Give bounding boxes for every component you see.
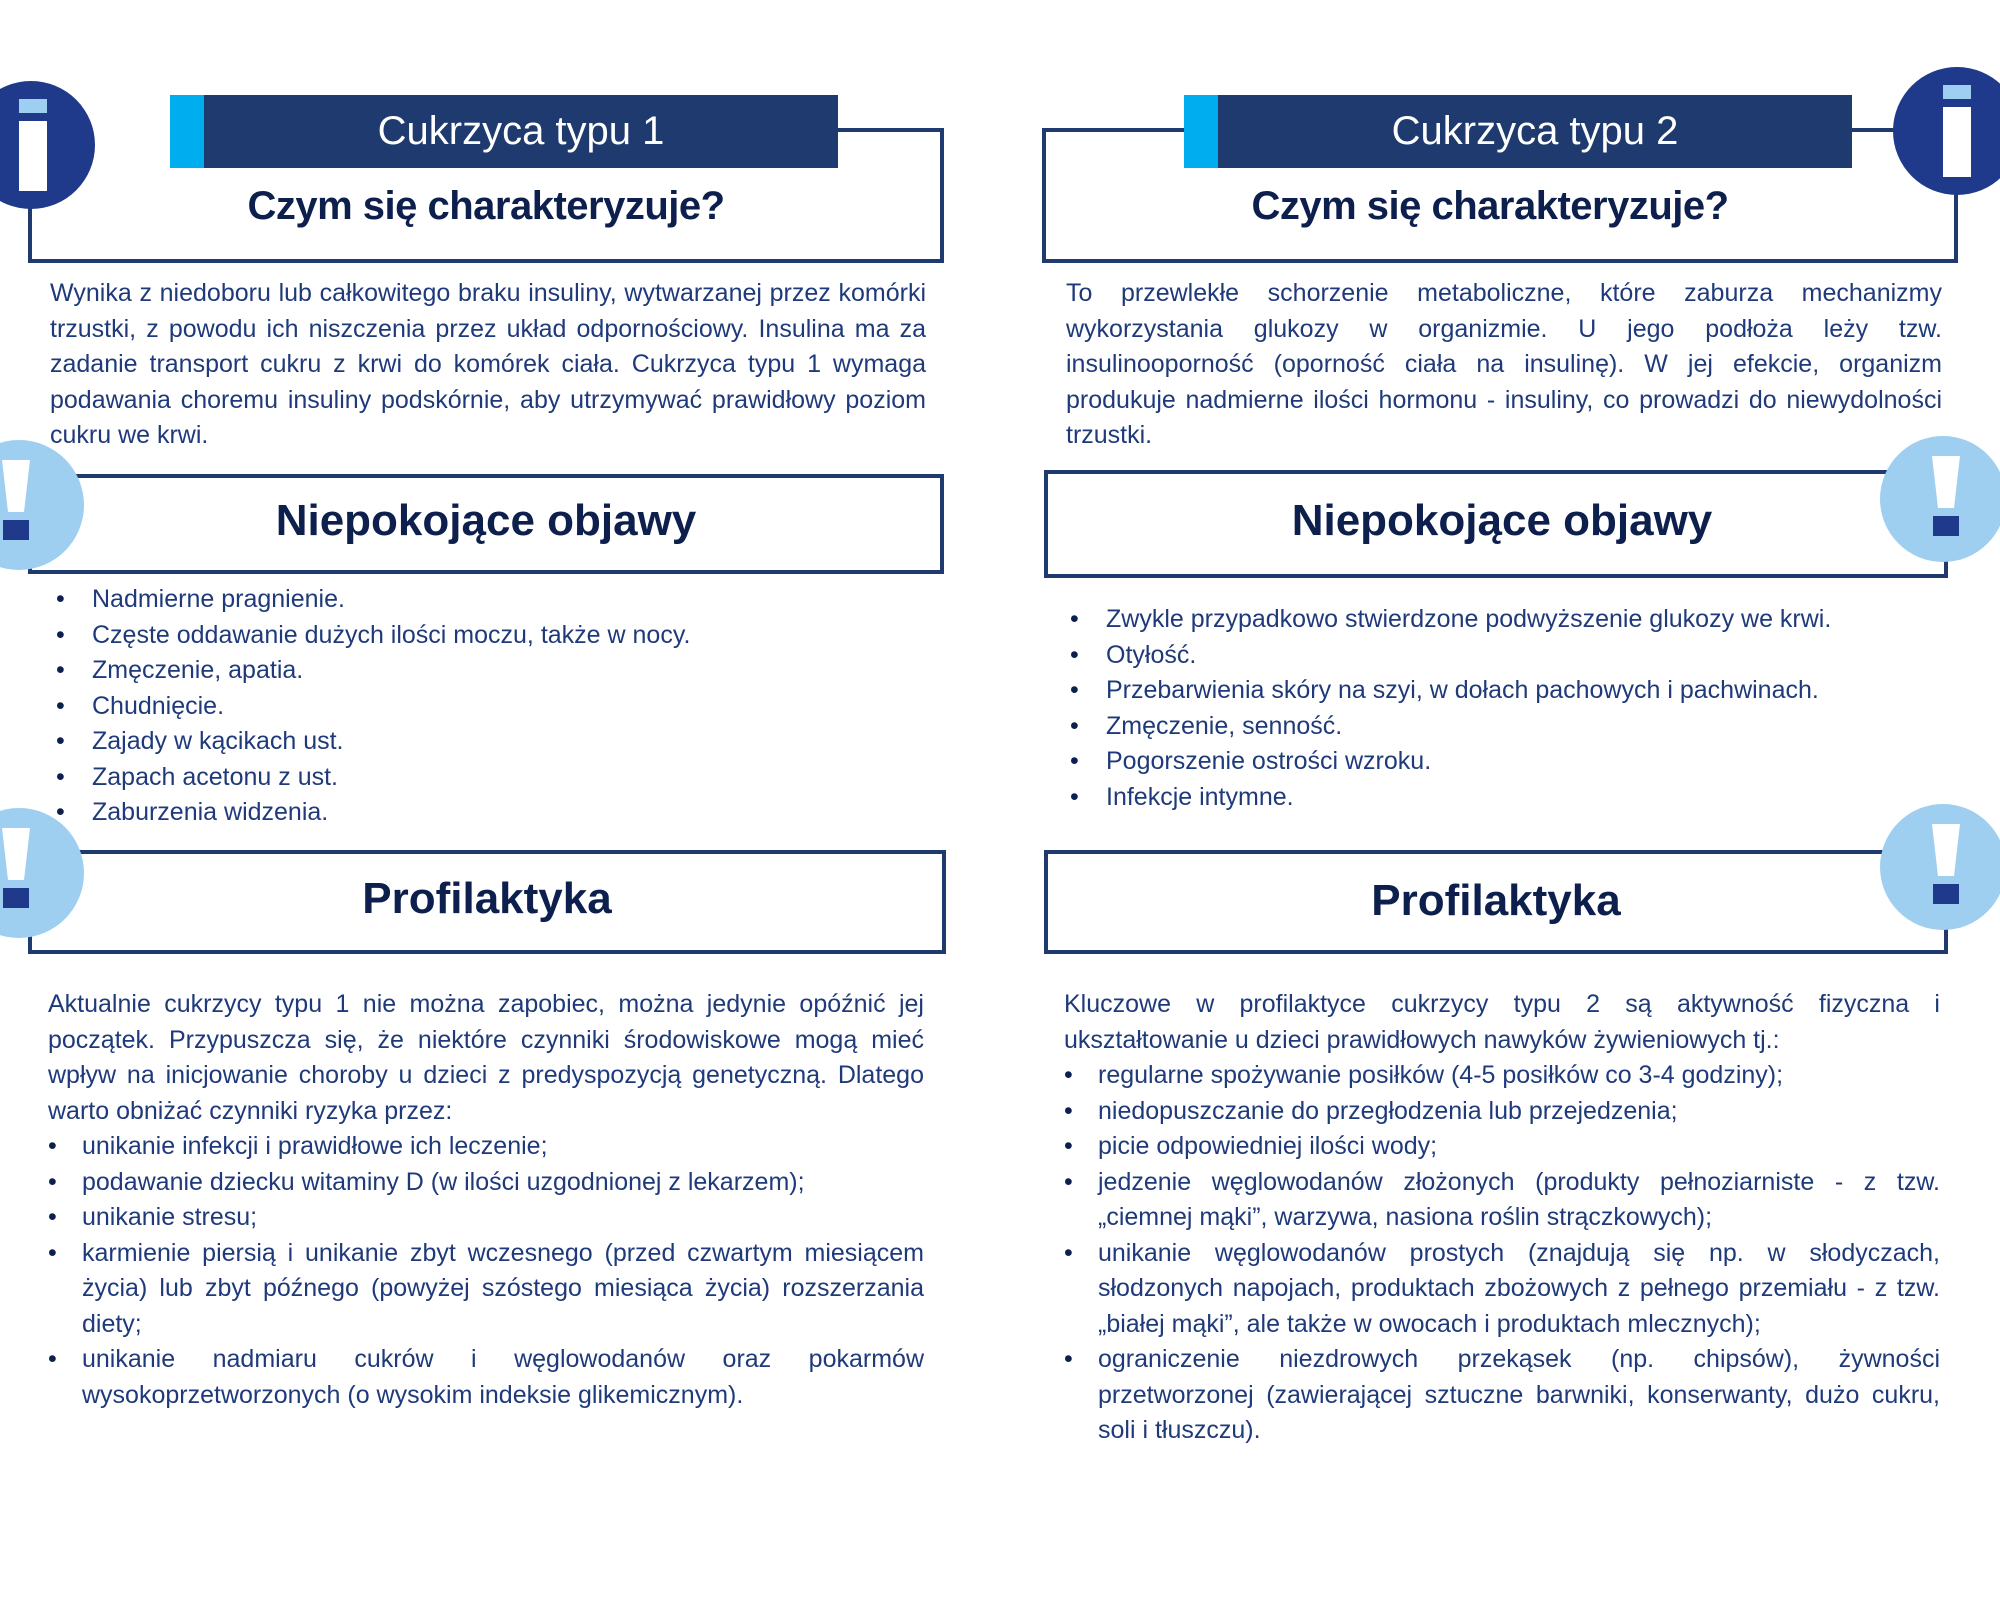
left-prevention-body: [48, 987, 924, 1413]
list-item: • unikanie nadmiaru cukrów i węglowodanów oraz pokarmów wysokoprzetworzonych (o wysokim indeksie glikemicznym).: [48, 1342, 924, 1413]
left-title-accent: [170, 95, 204, 168]
list-item: • Zwykle przypadkowo stwierdzone podwyższenie glukozy we krwi.: [1064, 602, 1944, 638]
exclamation-icon-glyph: [0, 808, 84, 938]
left-prevention-title: Profilaktyka: [362, 874, 612, 923]
exclamation-icon: [1880, 436, 2000, 562]
info-icon: [0, 81, 95, 209]
left-symptoms-title: Niepokojące objawy: [275, 496, 697, 545]
left-prevention-list: [48, 1129, 924, 1413]
right-prevention-intro: Kluczowe w profilaktyce cukrzycy typu 2 są aktywność fizyczna i ukształtowanie u dzieci prawidłowych nawyków żywieniowych tj.:: [1064, 990, 1940, 1054]
exclamation-icon: [0, 808, 84, 938]
right-prevention-list: [1064, 1058, 1940, 1449]
left-symptoms-list: [50, 582, 930, 831]
right-prevention-body: [1064, 987, 1940, 1449]
right-header-top-line-left: [1042, 128, 1186, 132]
left-subtitle: Czym się charakteryzuje?: [247, 184, 725, 228]
list-item: • Zaburzenia widzenia.: [50, 795, 930, 831]
left-title: Cukrzyca typu 1: [377, 109, 665, 153]
right-symptoms-title: Niepokojące objawy: [1291, 496, 1713, 545]
exclamation-icon-glyph: [1880, 804, 2000, 930]
left-prevention-intro: Aktualnie cukrzycy typu 1 nie można zapobiec, można jedynie opóźnić jej początek. Przypuszcza się, że niektóre czynniki środowiskowe mogą mieć wpływ na inicjowanie choroby u dzieci z predyspozycją genetyczną. Dlatego warto obniżać czynniki ryzyka przez:: [48, 990, 924, 1125]
exclamation-icon-glyph: [1880, 436, 2000, 562]
info-icon-glyph: [1893, 67, 2000, 195]
list-item: • Zapach acetonu z ust.: [50, 760, 930, 796]
list-item: • niedopuszczanie do przegłodzenia lub przejedzenia;: [1064, 1094, 1940, 1130]
right-title-bar: [1218, 95, 1852, 168]
left-header-top-line: [836, 128, 944, 132]
right-title-accent: [1184, 95, 1218, 168]
exclamation-icon-glyph: [0, 440, 84, 570]
list-item: • regularne spożywanie posiłków (4-5 posiłków co 3-4 godziny);: [1064, 1058, 1940, 1094]
right-description: To przewlekłe schorzenie metaboliczne, które zaburza mechanizmy wykorzystania glukozy w organizmie. U jego podłoża leży tzw. insulinooporność (oporność ciała na insulinę). W jej efekcie, organizm produkuje nadmierne ilości hormonu - insuliny, co prowadzi do niewydolności trzustki.: [1066, 279, 1942, 449]
right-title: Cukrzyca typu 2: [1391, 109, 1679, 153]
exclamation-icon: [0, 440, 84, 570]
left-title-bar: [204, 95, 838, 168]
list-item: • Zmęczenie, senność.: [1064, 709, 1944, 745]
list-item: • Zajady w kącikach ust.: [50, 724, 930, 760]
left-description: Wynika z niedoboru lub całkowitego braku insuliny, wytwarzanej przez komórki trzustki, z powodu ich niszczenia przez układ odpornościowy. Insulina ma za zadanie transport cukru z krwi do komórek ciała. Cukrzyca typu 1 wymaga podawania choremu insuliny podskórnie, aby utrzymywać prawidłowy poziom cukru we krwi.: [50, 279, 926, 449]
list-item: • unikanie infekcji i prawidłowe ich leczenie;: [48, 1129, 924, 1165]
list-item: • unikanie stresu;: [48, 1200, 924, 1236]
info-icon-glyph: [0, 81, 95, 209]
list-item: • Chudnięcie.: [50, 689, 930, 725]
list-item: • Otyłość.: [1064, 638, 1944, 674]
right-symptoms-list: [1064, 602, 1944, 815]
list-item: • Zmęczenie, apatia.: [50, 653, 930, 689]
exclamation-icon: [1880, 804, 2000, 930]
list-item: • Pogorszenie ostrości wzroku.: [1064, 744, 1944, 780]
list-item: • picie odpowiedniej ilości wody;: [1064, 1129, 1940, 1165]
list-item: • jedzenie węglowodanów złożonych (produkty pełnoziarniste - z tzw. „ciemnej mąki”, warzywa, nasiona roślin strączkowych);: [1064, 1165, 1940, 1236]
list-item: • ograniczenie niezdrowych przekąsek (np. chipsów), żywności przetworzonej (zawierającej sztuczne barwniki, konserwanty, dużo cukru, soli i tłuszczu).: [1064, 1342, 1940, 1449]
list-item: • podawanie dziecku witaminy D (w ilości uzgodnionej z lekarzem);: [48, 1165, 924, 1201]
right-subtitle: Czym się charakteryzuje?: [1251, 184, 1729, 228]
right-prevention-title: Profilaktyka: [1371, 876, 1621, 925]
list-item: • unikanie węglowodanów prostych (znajdują się np. w słodyczach, słodzonych napojach, produktach zbożowych z pełnego przemiału - z tzw. „białej mąki”, ale także w owocach i produktach mlecznych);: [1064, 1236, 1940, 1343]
list-item: • Nadmierne pragnienie.: [50, 582, 930, 618]
list-item: • Przebarwienia skóry na szyi, w dołach pachowych i pachwinach.: [1064, 673, 1944, 709]
list-item: • Infekcje intymne.: [1064, 780, 1944, 816]
list-item: • Częste oddawanie dużych ilości moczu, także w nocy.: [50, 618, 930, 654]
list-item: • karmienie piersią i unikanie zbyt wczesnego (przed czwartym miesiącem życia) lub zbyt późnego (powyżej szóstego miesiąca życia) rozszerzania diety;: [48, 1236, 924, 1343]
info-icon: [1893, 67, 2000, 195]
